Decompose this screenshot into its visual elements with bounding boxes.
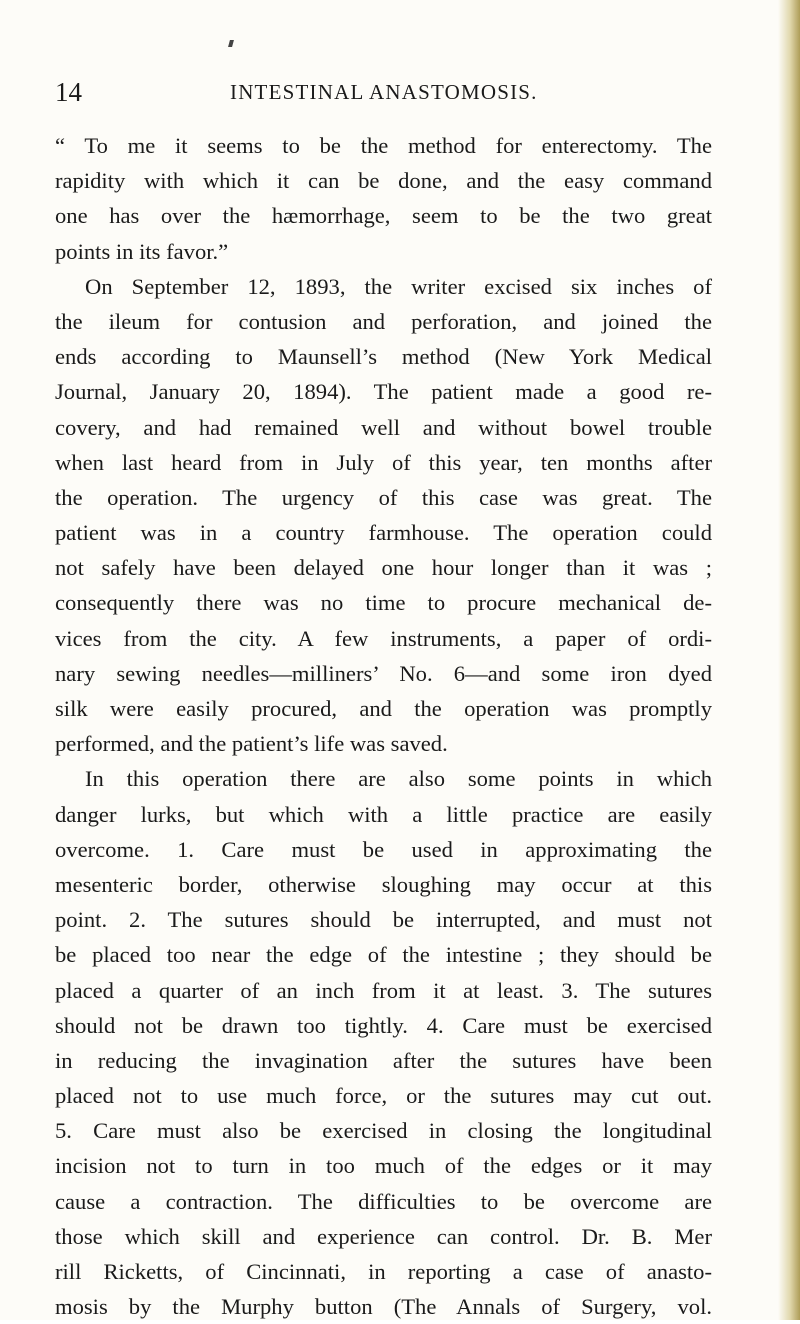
text-line: those which skill and experience can control. Dr. B. Mer: [55, 1223, 712, 1249]
text-line: cause a contraction. The difficulties to be overcome are: [55, 1188, 712, 1214]
text-line: In this operation there are also some points in which: [85, 766, 712, 792]
text-line: On September 12, 1893, the writer excised six inches of: [85, 273, 712, 299]
text-line: one has over the hæmorrhage, seem to be the two great: [55, 203, 712, 229]
text-line: covery, and had remained well and without bowel trouble: [55, 414, 712, 440]
text-line: ends according to Maunsell’s method (New York Medical: [55, 344, 712, 370]
text-line: incision not to turn in too much of the edges or it may: [55, 1153, 712, 1179]
text-line: the operation. The urgency of this case was great. The: [55, 484, 712, 510]
page-number: 14: [55, 77, 82, 107]
text-line: not safely have been delayed one hour longer than it was ;: [55, 555, 712, 581]
text-line: in reducing the invagination after the sutures have been: [55, 1047, 712, 1073]
text-line: vices from the city. A few instruments, a paper of ordi-: [55, 625, 712, 651]
text-line: mosis by the Murphy button (The Annals of Surgery, vol.: [55, 1294, 712, 1320]
text-line: should not be drawn too tightly. 4. Care must be exercised: [55, 1012, 712, 1038]
text-line: mesenteric border, otherwise sloughing may occur at this: [55, 871, 712, 897]
text-line: the ileum for contusion and perforation, and joined the: [55, 308, 712, 334]
text-line: points in its favor.”: [55, 238, 229, 264]
text-line: Journal, January 20, 1894). The patient made a good re-: [55, 379, 712, 405]
text-line: placed not to use much force, or the sutures may cut out.: [55, 1083, 712, 1109]
text-line: overcome. 1. Care must be used in approximating the: [55, 836, 712, 862]
text-line: performed, and the patient’s life was saved.: [55, 731, 448, 757]
text-line: consequently there was no time to procure mechanical de-: [55, 590, 712, 616]
text-line: point. 2. The sutures should be interrupted, and must not: [55, 907, 712, 933]
text-line: danger lurks, but which with a little practice are easily: [55, 801, 712, 827]
text-line: silk were easily procured, and the operation was promptly: [55, 696, 712, 721]
text-line: nary sewing needles—milliners’ No. 6—and some iron dyed: [55, 660, 712, 686]
text-line: be placed too near the edge of the intestine ; they should be: [55, 942, 712, 968]
ink-mark: [228, 40, 234, 47]
text-line: rill Ricketts, of Cincinnati, in reporting a case of anasto-: [55, 1259, 712, 1284]
text-line: rapidity with which it can be done, and the easy command: [55, 168, 712, 194]
text-line: “ To me it seems to be the method for enterectomy. The: [55, 133, 712, 158]
text-line: placed a quarter of an inch from it at least. 3. The sutures: [55, 977, 712, 1003]
text-line: 5. Care must also be exercised in closing the longitudinal: [55, 1118, 712, 1144]
running-head: INTESTINAL ANASTOMOSIS.: [230, 80, 538, 104]
page-header: [55, 75, 715, 115]
text-line: patient was in a country farmhouse. The operation could: [55, 520, 712, 546]
text-line: when last heard from in July of this year, ten months after: [55, 449, 712, 475]
body-text: [55, 128, 712, 1324]
page-edge-shadow: [778, 0, 800, 1320]
